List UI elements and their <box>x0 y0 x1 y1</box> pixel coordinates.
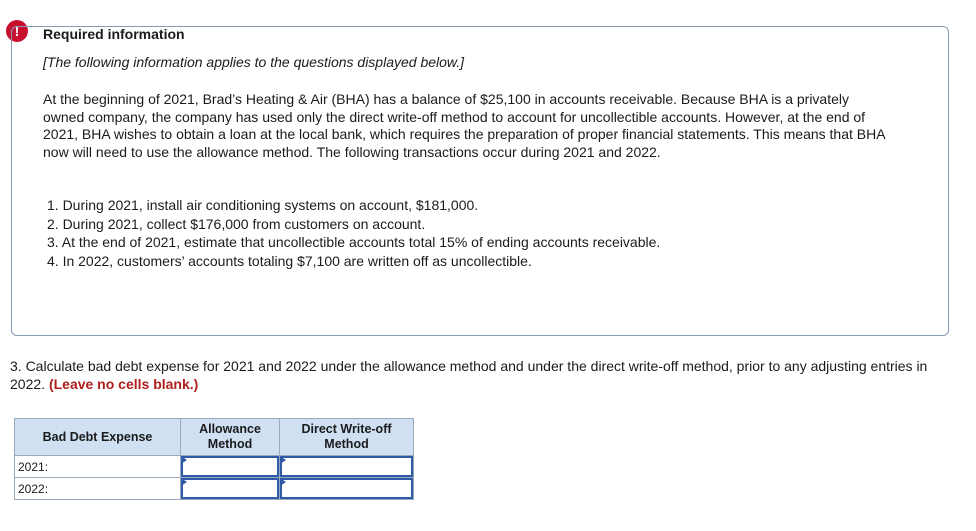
header-direct-writeoff-method <box>280 419 414 456</box>
header-direct-line1: Direct Write-off <box>301 422 392 436</box>
transaction-item: 3. At the end of 2021, estimate that uncollectible accounts total 15% of ending accounts receivable. <box>47 234 661 251</box>
transaction-list <box>47 196 660 270</box>
cell-marker-icon <box>181 478 187 486</box>
row-label-2022: 2022: <box>15 478 181 500</box>
row-label-2021: 2021: <box>15 456 181 478</box>
info-title: Required information <box>43 26 185 42</box>
cell-marker-icon <box>181 456 187 464</box>
direct-writeoff-2021-input[interactable] <box>280 456 413 477</box>
allowance-2021-input[interactable] <box>181 456 279 477</box>
direct-2022-cell <box>280 478 414 500</box>
cell-marker-icon <box>280 456 286 464</box>
allowance-2022-cell <box>181 478 280 500</box>
header-direct-line2: Method <box>324 437 369 451</box>
table-row <box>15 456 414 478</box>
allowance-2022-input[interactable] <box>181 478 279 499</box>
info-paragraph: At the beginning of 2021, Brad’s Heating & Air (BHA) has a balance of $25,100 in accounts receivable. Because BHA is a privately owned company, the company has used only the direct write-off method to account for uncollectible accounts. However, at the end of 2021, BHA wishes to obtain a loan at the local bank, which requires the preparation of proper financial statements. This means that BHA now will need to use the allowance method. The following transactions occur during 2021 and 2022. <box>43 91 885 160</box>
transaction-item: 2. During 2021, collect $176,000 from customers on account. <box>47 215 426 232</box>
info-subtitle: [The following information applies to the questions displayed below.] <box>43 54 465 70</box>
direct-2021-cell <box>280 456 414 478</box>
required-information-panel <box>11 26 949 336</box>
question-text <box>10 358 940 393</box>
question-body: 3. Calculate bad debt expense for 2021 and 2022 under the allowance method and under the direct write-off method, prior to any adjusting entries in 2022. <box>10 358 928 392</box>
cell-marker-icon <box>280 478 286 486</box>
allowance-2021-cell <box>181 456 280 478</box>
transaction-item: 1. During 2021, install air conditioning systems on account, $181,000. <box>47 197 479 213</box>
header-allowance-line2: Method <box>207 437 253 451</box>
table-row <box>15 478 414 500</box>
alert-icon: ! <box>6 20 28 42</box>
direct-writeoff-2022-input[interactable] <box>280 478 413 499</box>
question-emphasis: (Leave no cells blank.) <box>48 375 199 392</box>
transaction-item: 4. In 2022, customers’ accounts totaling $7,100 are written off as uncollectible. <box>47 252 532 269</box>
bad-debt-expense-table <box>14 418 414 500</box>
header-bad-debt-expense: Bad Debt Expense <box>15 419 181 456</box>
header-allowance-line1: Allowance <box>199 422 261 436</box>
header-allowance-method <box>181 419 280 456</box>
